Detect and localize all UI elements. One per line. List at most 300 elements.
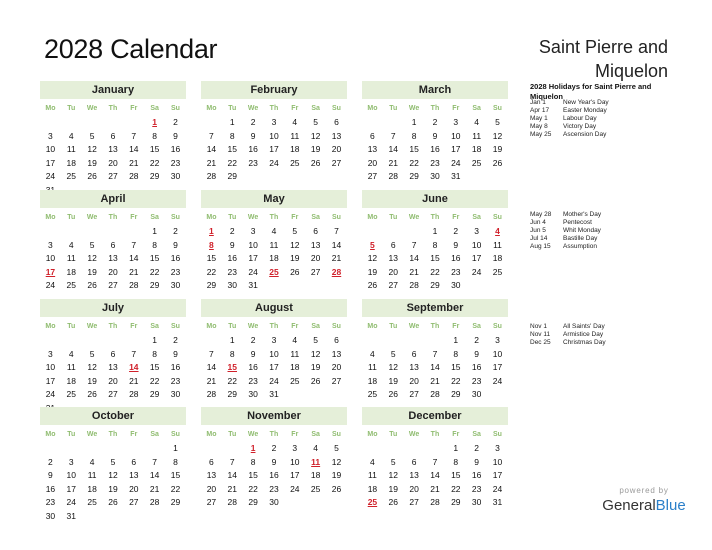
weekday-label: Tu	[67, 105, 76, 112]
weekday-label: Su	[332, 323, 341, 330]
day-cell: 23	[170, 266, 181, 277]
weekday-label: Su	[171, 214, 180, 221]
day-cell: 18	[310, 470, 321, 480]
day-cell: 19	[388, 483, 398, 494]
month-name: October	[40, 407, 186, 425]
day-cell: 22	[451, 483, 461, 494]
empty-cell	[404, 225, 425, 239]
month-name: December	[362, 407, 508, 425]
day-cell: 6	[411, 348, 417, 359]
weekday-label: Mo	[45, 105, 56, 112]
day-cell: 15	[409, 144, 419, 154]
day-cell: 30	[45, 510, 56, 521]
powered-by-text: powered by	[619, 486, 669, 495]
day-cell: 2	[453, 226, 459, 236]
day-cell: 25	[66, 171, 76, 181]
empty-cell	[383, 334, 404, 348]
day-cell: 14	[331, 239, 342, 250]
brand-name-blue: Blue	[655, 497, 686, 514]
day-cell: 18	[367, 483, 378, 494]
day-cell: 9	[173, 239, 178, 250]
weekday-label: Mo	[367, 214, 378, 221]
weekday-label: We	[86, 214, 98, 221]
weekday-label: Tu	[228, 323, 237, 330]
day-cell: 30	[471, 389, 482, 399]
empty-cell	[40, 442, 61, 456]
weekday-label: Su	[332, 431, 341, 438]
day-grid	[362, 442, 508, 510]
day-cell: 10	[269, 348, 279, 359]
day-cell: 2	[173, 226, 178, 236]
day-cell: 3	[292, 443, 298, 453]
weekday-label: Th	[269, 323, 279, 330]
holiday-row	[530, 107, 690, 115]
day-cell: 10	[66, 470, 76, 480]
weekday-label: We	[408, 431, 420, 438]
day-cell: 3	[48, 239, 53, 250]
day-cell: 21	[149, 483, 160, 494]
weekday-label: Th	[269, 431, 279, 438]
day-cell: 29	[149, 171, 160, 181]
day-cell: 7	[334, 226, 339, 236]
day-cell: 27	[367, 171, 378, 181]
brand-logo	[588, 497, 700, 514]
day-cell: 31	[492, 497, 503, 507]
day-cell: 17	[471, 253, 482, 263]
day-cell: 20	[206, 483, 217, 494]
day-cell: 7	[131, 348, 137, 359]
day-cell: 22	[149, 375, 160, 386]
day-cell: 2	[173, 335, 178, 345]
day-cell: 25	[367, 389, 378, 399]
weekday-label: We	[408, 214, 420, 221]
weekday-label: Fr	[291, 214, 299, 221]
day-cell: 26	[310, 157, 321, 168]
weekday-label: Tu	[67, 323, 76, 330]
day-cell: 10	[471, 239, 482, 250]
day-cell: 8	[152, 348, 157, 359]
day-cell: 14	[129, 253, 139, 263]
weekday-header	[362, 427, 508, 442]
day-cell: 6	[131, 456, 137, 467]
day-cell: 20	[409, 375, 419, 386]
holiday-name: All Saints' Day	[563, 323, 605, 330]
day-cell: 17	[45, 375, 56, 386]
day-cell: 15	[149, 253, 160, 263]
day-cell: 14	[206, 362, 217, 372]
day-cell: 22	[149, 157, 160, 168]
day-cell: 5	[110, 456, 116, 467]
holiday-name: Labour Day	[563, 115, 597, 122]
day-cell: 4	[68, 348, 74, 359]
day-cell: 20	[331, 144, 342, 154]
day-cell: 16	[170, 144, 181, 154]
day-cell: 3	[474, 226, 479, 236]
day-cell: 26	[367, 280, 378, 290]
day-cell: 15	[170, 470, 181, 480]
day-cell: 7	[209, 348, 214, 359]
empty-cell	[61, 225, 82, 239]
day-cell: 19	[310, 362, 321, 372]
weekday-label: Th	[269, 105, 279, 112]
weekday-label: Tu	[389, 431, 398, 438]
day-cell: 3	[271, 335, 277, 345]
day-cell: 29	[149, 389, 160, 399]
weekday-header	[201, 427, 347, 442]
day-cell: 18	[471, 144, 482, 154]
empty-cell	[82, 442, 103, 456]
day-cell: 21	[206, 157, 217, 168]
day-cell: 17	[66, 483, 76, 494]
empty-cell	[40, 116, 61, 130]
day-cell: 23	[248, 157, 258, 168]
day-cell: 7	[432, 348, 438, 359]
day-cell: 20	[108, 157, 118, 168]
month-november	[201, 407, 347, 510]
day-cell: 25	[290, 157, 300, 168]
day-cell: 16	[248, 144, 258, 154]
day-cell: 13	[367, 144, 378, 154]
empty-cell	[201, 334, 222, 348]
day-cell: 1	[229, 335, 235, 345]
day-cell: 22	[206, 266, 217, 277]
day-cell: 14	[206, 144, 217, 154]
day-cell: 12	[310, 348, 321, 359]
day-cell: 6	[411, 456, 417, 467]
holiday-day: 25	[269, 266, 279, 277]
day-cell: 11	[66, 253, 76, 263]
day-cell: 17	[45, 157, 56, 168]
day-cell: 24	[45, 389, 56, 399]
day-cell: 2	[474, 335, 479, 345]
day-cell: 29	[149, 280, 160, 290]
day-cell: 12	[310, 130, 321, 141]
day-cell: 2	[250, 335, 256, 345]
day-cell: 18	[269, 253, 279, 263]
day-cell: 7	[411, 239, 417, 250]
day-cell: 23	[170, 375, 181, 386]
day-cell: 22	[451, 375, 461, 386]
holiday-row	[530, 339, 690, 347]
day-cell: 21	[430, 483, 440, 494]
day-cell: 4	[271, 226, 277, 236]
day-cell: 9	[173, 130, 178, 141]
day-cell: 27	[409, 389, 419, 399]
day-cell: 31	[451, 171, 461, 181]
day-cell: 21	[430, 375, 440, 386]
day-cell: 7	[131, 130, 137, 141]
holiday-date: May 8	[530, 123, 548, 130]
day-cell: 11	[87, 470, 97, 480]
day-cell: 22	[409, 157, 419, 168]
day-cell: 24	[492, 483, 503, 494]
day-cell: 23	[170, 157, 181, 168]
day-cell: 9	[250, 130, 256, 141]
day-cell: 6	[110, 239, 116, 250]
weekday-label: Sa	[150, 431, 159, 438]
day-cell: 11	[472, 130, 482, 141]
day-cell: 8	[229, 130, 235, 141]
day-grid	[40, 442, 186, 523]
day-cell: 3	[495, 335, 500, 345]
day-cell: 27	[108, 171, 118, 181]
weekday-label: Sa	[311, 214, 320, 221]
day-cell: 12	[331, 456, 342, 467]
day-cell: 25	[290, 375, 300, 386]
empty-cell	[123, 116, 144, 130]
day-cell: 19	[331, 470, 342, 480]
day-cell: 8	[173, 456, 178, 467]
day-cell: 9	[474, 456, 479, 467]
day-cell: 4	[292, 117, 298, 127]
day-cell: 2	[474, 443, 479, 453]
weekday-header	[362, 101, 508, 116]
day-cell: 3	[250, 226, 256, 236]
day-cell: 11	[269, 239, 279, 250]
day-cell: 17	[492, 470, 503, 480]
day-cell: 25	[66, 389, 76, 399]
day-cell: 27	[108, 389, 118, 399]
day-cell: 27	[310, 266, 321, 277]
day-cell: 15	[227, 144, 237, 154]
weekday-label: Sa	[472, 105, 481, 112]
empty-cell	[425, 334, 446, 348]
day-cell: 29	[227, 171, 237, 181]
holiday-date: May 28	[530, 211, 552, 218]
day-cell: 27	[206, 497, 217, 507]
day-cell: 9	[432, 130, 438, 141]
day-cell: 29	[451, 389, 461, 399]
holiday-name: Whit Monday	[563, 227, 601, 234]
day-cell: 16	[451, 253, 461, 263]
day-cell: 21	[331, 253, 342, 263]
weekday-label: Tu	[389, 214, 398, 221]
day-cell: 1	[432, 226, 438, 236]
day-cell: 29	[430, 280, 440, 290]
weekday-header	[362, 210, 508, 225]
weekday-label: Su	[171, 323, 180, 330]
holiday-date: Jun 4	[530, 219, 546, 226]
day-cell: 28	[227, 497, 237, 507]
holiday-name: Pentecost	[563, 219, 592, 226]
weekday-label: Th	[430, 214, 440, 221]
day-cell: 4	[474, 117, 479, 127]
day-cell: 16	[45, 483, 56, 494]
day-cell: 1	[229, 117, 235, 127]
day-cell: 13	[388, 253, 398, 263]
day-cell: 24	[66, 497, 76, 507]
weekday-label: Th	[269, 214, 279, 221]
weekday-label: Fr	[291, 105, 299, 112]
day-cell: 24	[269, 157, 279, 168]
day-cell: 13	[409, 470, 419, 480]
month-may	[201, 190, 347, 293]
day-cell: 9	[474, 348, 479, 359]
day-cell: 1	[453, 335, 459, 345]
day-cell: 6	[110, 348, 116, 359]
day-cell: 15	[206, 253, 217, 263]
day-cell: 14	[388, 144, 398, 154]
weekday-label: Tu	[228, 214, 237, 221]
day-cell: 30	[430, 171, 440, 181]
empty-cell	[362, 116, 383, 130]
empty-cell	[201, 442, 222, 456]
day-cell: 9	[250, 348, 256, 359]
weekday-label: Th	[430, 105, 440, 112]
day-cell: 7	[229, 456, 235, 467]
day-cell: 4	[68, 130, 74, 141]
holiday-list	[530, 211, 690, 251]
weekday-label: Mo	[206, 214, 217, 221]
day-cell: 6	[390, 239, 396, 250]
empty-cell	[103, 116, 124, 130]
holiday-day: 15	[227, 362, 237, 372]
day-cell: 17	[451, 144, 461, 154]
holiday-date: Jun 5	[530, 227, 546, 234]
weekday-label: Fr	[130, 214, 138, 221]
day-cell: 12	[87, 253, 97, 263]
day-cell: 11	[66, 144, 76, 154]
day-cell: 13	[108, 144, 118, 154]
day-cell: 13	[409, 362, 419, 372]
day-cell: 3	[68, 456, 74, 467]
holiday-date: Nov 11	[530, 331, 551, 338]
day-cell: 6	[334, 335, 339, 345]
weekday-label: We	[408, 323, 420, 330]
day-cell: 25	[310, 483, 321, 494]
day-cell: 19	[367, 266, 378, 277]
empty-cell	[144, 442, 165, 456]
day-cell: 3	[48, 130, 53, 141]
day-cell: 19	[388, 375, 398, 386]
holiday-row	[530, 227, 690, 235]
day-cell: 5	[495, 117, 500, 127]
day-cell: 11	[493, 239, 502, 250]
day-cell: 20	[331, 362, 342, 372]
empty-cell	[82, 334, 103, 348]
day-cell: 13	[310, 239, 321, 250]
empty-cell	[123, 334, 144, 348]
empty-cell	[362, 442, 383, 456]
holiday-day: 5	[370, 239, 375, 250]
day-cell: 25	[66, 280, 76, 290]
day-cell: 19	[492, 144, 503, 154]
day-cell: 4	[89, 456, 95, 467]
month-name: July	[40, 299, 186, 317]
day-cell: 20	[129, 483, 139, 494]
month-name: September	[362, 299, 508, 317]
weekday-label: Th	[108, 214, 118, 221]
day-cell: 23	[269, 483, 279, 494]
day-cell: 29	[227, 389, 237, 399]
weekday-label: Mo	[45, 323, 56, 330]
weekday-label: Sa	[311, 323, 320, 330]
weekday-header	[201, 210, 347, 225]
day-cell: 14	[129, 144, 139, 154]
day-cell: 16	[170, 362, 181, 372]
empty-cell	[82, 225, 103, 239]
weekday-label: Fr	[291, 323, 299, 330]
weekday-label: Mo	[367, 431, 378, 438]
day-cell: 19	[87, 266, 97, 277]
day-cell: 12	[367, 253, 378, 263]
weekday-label: Mo	[206, 431, 217, 438]
weekday-label: Tu	[67, 431, 76, 438]
day-grid	[40, 116, 186, 197]
day-cell: 31	[248, 280, 258, 290]
day-cell: 6	[313, 226, 318, 236]
weekday-label: Fr	[452, 105, 460, 112]
day-cell: 24	[471, 266, 482, 277]
empty-cell	[383, 116, 404, 130]
holiday-name: Christmas Day	[563, 339, 606, 346]
day-grid	[362, 334, 508, 402]
day-cell: 30	[269, 497, 279, 507]
empty-cell	[383, 442, 404, 456]
day-cell: 21	[227, 483, 237, 494]
day-cell: 30	[170, 389, 181, 399]
holiday-day: 1	[250, 443, 256, 453]
day-cell: 23	[451, 266, 461, 277]
day-cell: 14	[227, 470, 237, 480]
day-cell: 11	[368, 470, 377, 480]
month-march	[362, 81, 508, 184]
day-cell: 12	[290, 239, 300, 250]
holiday-row	[530, 219, 690, 227]
day-cell: 18	[66, 157, 76, 168]
day-cell: 27	[388, 280, 398, 290]
day-cell: 12	[492, 130, 503, 141]
weekday-label: Su	[171, 105, 180, 112]
day-cell: 17	[269, 362, 279, 372]
month-name: June	[362, 190, 508, 208]
weekday-label: We	[86, 105, 98, 112]
day-cell: 23	[430, 157, 440, 168]
weekday-label: Tu	[228, 105, 237, 112]
day-cell: 3	[48, 348, 53, 359]
day-cell: 26	[87, 171, 97, 181]
empty-cell	[201, 116, 222, 130]
day-cell: 30	[471, 497, 482, 507]
day-cell: 7	[131, 239, 137, 250]
day-cell: 7	[432, 456, 438, 467]
day-cell: 24	[269, 375, 279, 386]
day-cell: 29	[451, 497, 461, 507]
month-name: April	[40, 190, 186, 208]
holiday-row	[530, 243, 690, 251]
day-cell: 23	[471, 375, 482, 386]
day-cell: 10	[45, 362, 56, 372]
day-cell: 25	[492, 266, 503, 277]
day-cell: 8	[432, 239, 438, 250]
weekday-label: Mo	[45, 214, 56, 221]
month-name: November	[201, 407, 347, 425]
weekday-label: We	[86, 431, 98, 438]
empty-cell	[61, 442, 82, 456]
holiday-name: Mother's Day	[563, 211, 602, 218]
day-cell: 5	[89, 130, 95, 141]
weekday-label: Fr	[291, 431, 299, 438]
weekday-header	[362, 319, 508, 334]
day-cell: 9	[453, 239, 459, 250]
day-cell: 3	[453, 117, 459, 127]
day-cell: 8	[152, 130, 157, 141]
day-cell: 9	[229, 239, 235, 250]
day-cell: 26	[87, 280, 97, 290]
month-december	[362, 407, 508, 510]
day-cell: 17	[290, 470, 300, 480]
day-cell: 28	[206, 389, 217, 399]
